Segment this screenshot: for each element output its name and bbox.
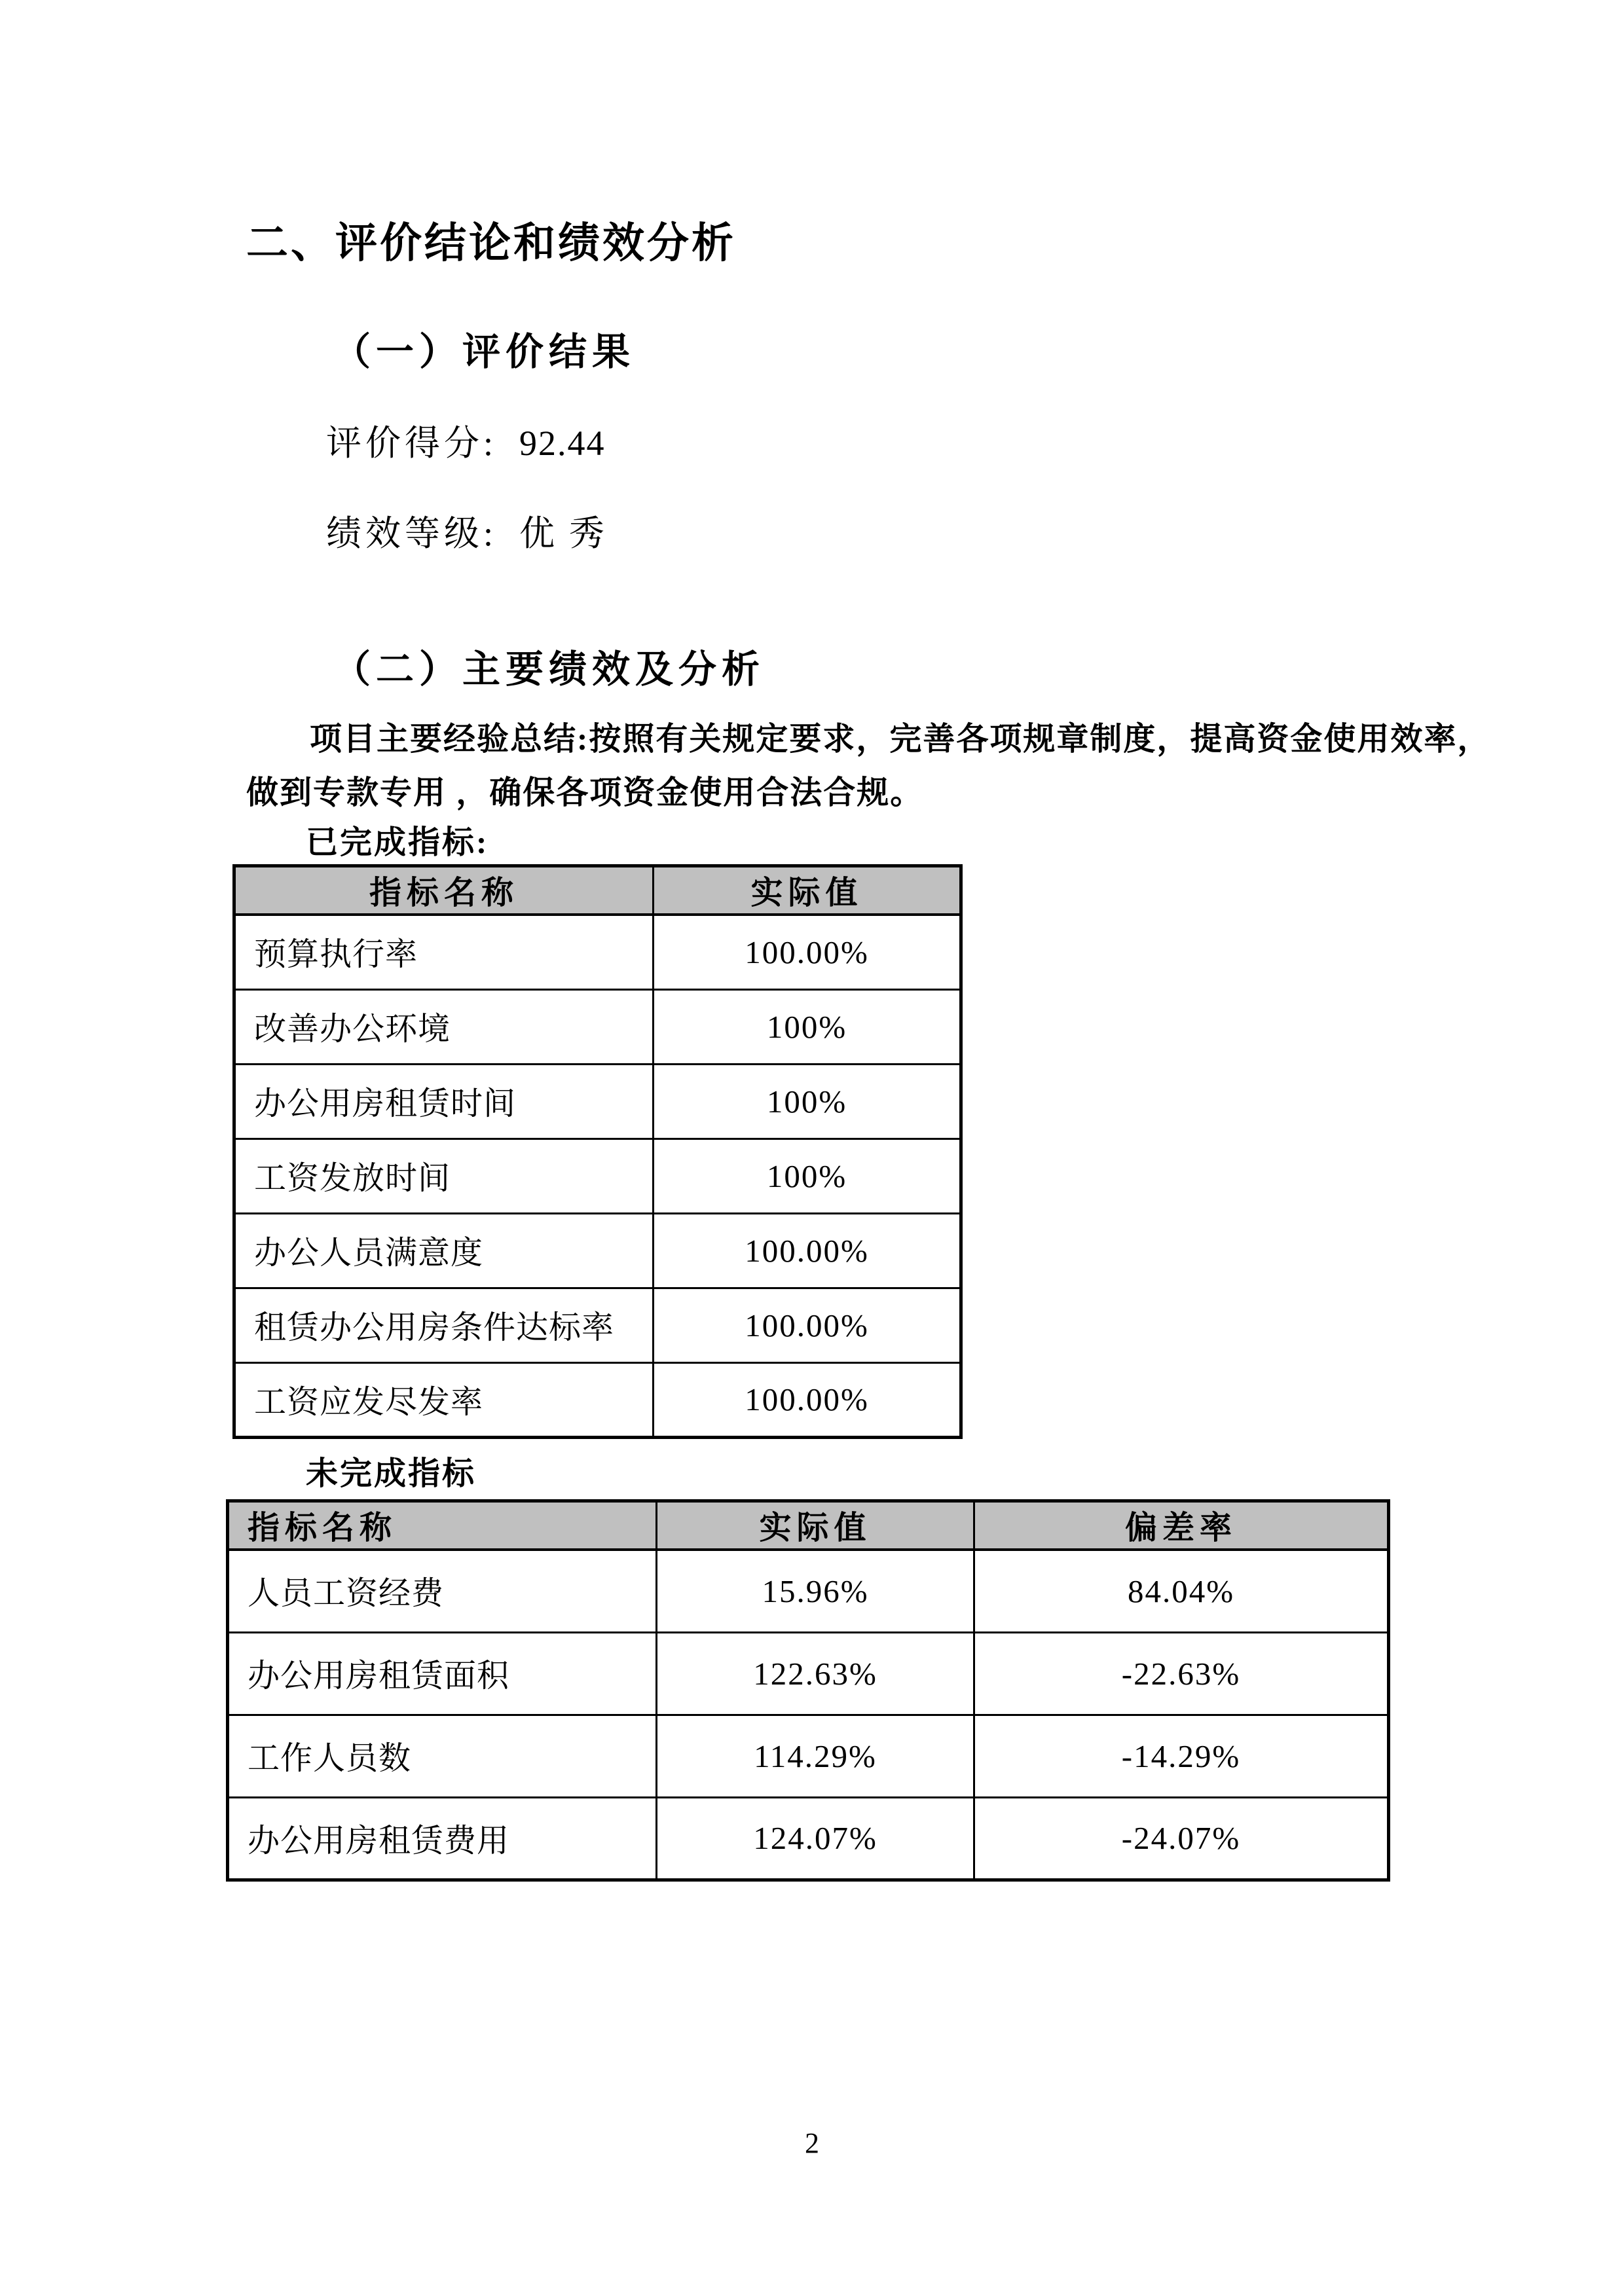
indicator-name-cell: 工作人员数 bbox=[228, 1715, 657, 1797]
indicator-name-cell: 工资发放时间 bbox=[234, 1139, 654, 1213]
actual-value-cell: 114.29% bbox=[657, 1715, 974, 1797]
table-row bbox=[228, 1797, 1389, 1880]
summary-paragraph-line-2: 做到专款专用 ，确保各项资金使用合法合规。 bbox=[246, 774, 924, 811]
actual-value-cell: 15.96% bbox=[657, 1550, 974, 1632]
page-number: 2 bbox=[805, 2127, 819, 2159]
summary-paragraph-line-1: 项目主要经验总结:按照有关规定要求，完善各项规章制度，提高资金使用效率， bbox=[310, 721, 1491, 757]
uncompleted-indicators-label: 未完成指标 bbox=[306, 1455, 477, 1491]
actual-value-cell: 100% bbox=[654, 1139, 961, 1213]
actual-value-header: 实际值 bbox=[657, 1501, 974, 1550]
indicator-name-cell: 预算执行率 bbox=[234, 915, 654, 989]
deviation-rate-cell: -14.29% bbox=[974, 1715, 1389, 1797]
grade-value: 优秀 bbox=[519, 514, 619, 553]
actual-value-cell: 122.63% bbox=[657, 1632, 974, 1715]
score-value: 92.44 bbox=[519, 424, 606, 463]
uncompleted-indicators-table bbox=[226, 1499, 1390, 1882]
grade-label: 绩效等级: bbox=[326, 514, 498, 553]
deviation-rate-cell: -24.07% bbox=[974, 1797, 1389, 1880]
page-title: 二、评价结论和绩效分析 bbox=[246, 219, 736, 266]
section-heading-performance-analysis: （二）主要绩效及分析 bbox=[333, 648, 766, 691]
indicator-name-cell: 租赁办公用房条件达标率 bbox=[234, 1288, 654, 1362]
indicator-name-cell: 办公用房租赁费用 bbox=[228, 1797, 657, 1880]
table-header-row bbox=[234, 866, 961, 915]
actual-value-cell: 124.07% bbox=[657, 1797, 974, 1880]
completed-indicators-table bbox=[232, 864, 963, 1439]
actual-value-cell: 100.00% bbox=[654, 1362, 961, 1437]
indicator-name-cell: 办公人员满意度 bbox=[234, 1213, 654, 1288]
table-row bbox=[234, 1139, 961, 1213]
table-row bbox=[234, 1064, 961, 1139]
score-label: 评价得分: bbox=[326, 424, 498, 463]
table-row bbox=[234, 1213, 961, 1288]
actual-value-cell: 100.00% bbox=[654, 1288, 961, 1362]
deviation-rate-header: 偏差率 bbox=[974, 1501, 1389, 1550]
indicator-name-header: 指标名称 bbox=[234, 866, 654, 915]
indicator-name-header: 指标名称 bbox=[228, 1501, 657, 1550]
table-header-row bbox=[228, 1501, 1389, 1550]
indicator-name-cell: 改善办公环境 bbox=[234, 989, 654, 1064]
table-row bbox=[228, 1632, 1389, 1715]
indicator-name-cell: 工资应发尽发率 bbox=[234, 1362, 654, 1437]
actual-value-cell: 100% bbox=[654, 989, 961, 1064]
indicator-name-cell: 办公用房租赁时间 bbox=[234, 1064, 654, 1139]
table-row bbox=[228, 1550, 1389, 1632]
score-line bbox=[326, 415, 606, 465]
deviation-rate-cell: 84.04% bbox=[974, 1550, 1389, 1632]
table-row bbox=[234, 1288, 961, 1362]
table-row bbox=[234, 915, 961, 989]
table-row bbox=[234, 1362, 961, 1437]
actual-value-header: 实际值 bbox=[654, 866, 961, 915]
indicator-name-cell: 人员工资经费 bbox=[228, 1550, 657, 1632]
indicator-name-cell: 办公用房租赁面积 bbox=[228, 1632, 657, 1715]
actual-value-cell: 100% bbox=[654, 1064, 961, 1139]
completed-indicators-label: 已完成指标: bbox=[306, 824, 489, 860]
actual-value-cell: 100.00% bbox=[654, 915, 961, 989]
section-heading-evaluation-result: （一）评价结果 bbox=[333, 331, 636, 373]
actual-value-cell: 100.00% bbox=[654, 1213, 961, 1288]
grade-line bbox=[326, 505, 619, 556]
table-row bbox=[228, 1715, 1389, 1797]
deviation-rate-cell: -22.63% bbox=[974, 1632, 1389, 1715]
table-row bbox=[234, 989, 961, 1064]
